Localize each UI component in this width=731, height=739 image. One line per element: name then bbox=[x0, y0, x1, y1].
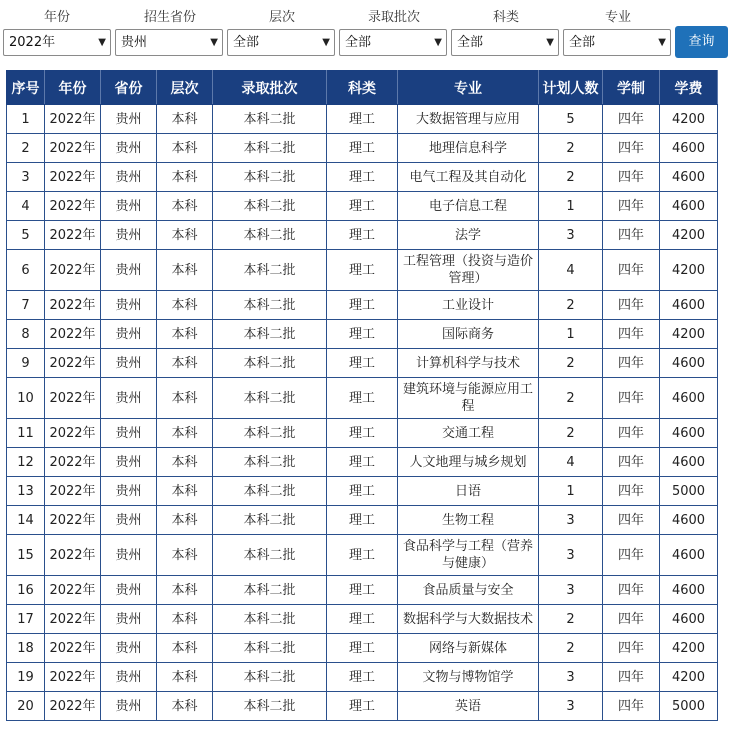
cell-duration: 四年 bbox=[603, 448, 660, 477]
col-header-tuition: 学费 bbox=[660, 71, 718, 105]
cell-province: 贵州 bbox=[101, 692, 157, 721]
table-row bbox=[7, 192, 718, 221]
cell-category: 理工 bbox=[327, 163, 398, 192]
cell-province: 贵州 bbox=[101, 291, 157, 320]
enrollment-plan-table-wrapper bbox=[6, 70, 718, 721]
cell-no: 20 bbox=[7, 692, 45, 721]
cell-major: 食品科学与工程（营养与健康） bbox=[398, 535, 539, 576]
cell-batch: 本科二批 bbox=[213, 576, 327, 605]
query-button[interactable]: 查询 bbox=[675, 26, 728, 58]
cell-level: 本科 bbox=[157, 192, 213, 221]
level-select-value: 全部 bbox=[233, 35, 260, 50]
cell-duration: 四年 bbox=[603, 163, 660, 192]
cell-year: 2022年 bbox=[45, 506, 101, 535]
cell-no: 12 bbox=[7, 448, 45, 477]
table-row bbox=[7, 105, 718, 134]
cell-category: 理工 bbox=[327, 477, 398, 506]
col-header-level: 层次 bbox=[157, 71, 213, 105]
cell-plan-count: 2 bbox=[539, 349, 603, 378]
cell-year: 2022年 bbox=[45, 291, 101, 320]
cell-duration: 四年 bbox=[603, 291, 660, 320]
cell-plan-count: 4 bbox=[539, 448, 603, 477]
col-header-no: 序号 bbox=[7, 71, 45, 105]
cell-no: 16 bbox=[7, 576, 45, 605]
cell-level: 本科 bbox=[157, 692, 213, 721]
cell-plan-count: 3 bbox=[539, 576, 603, 605]
province-filter-label: 招生省份 bbox=[143, 10, 196, 25]
cell-duration: 四年 bbox=[603, 349, 660, 378]
batch-filter-label: 录取批次 bbox=[367, 10, 420, 25]
cell-tuition: 4600 bbox=[660, 535, 718, 576]
cell-major: 人文地理与城乡规划 bbox=[398, 448, 539, 477]
cell-tuition: 4200 bbox=[660, 105, 718, 134]
table-row bbox=[7, 634, 718, 663]
cell-tuition: 5000 bbox=[660, 477, 718, 506]
cell-province: 贵州 bbox=[101, 349, 157, 378]
table-row bbox=[7, 535, 718, 576]
filter-bar bbox=[0, 0, 731, 62]
cell-duration: 四年 bbox=[603, 192, 660, 221]
cell-duration: 四年 bbox=[603, 535, 660, 576]
cell-no: 5 bbox=[7, 221, 45, 250]
table-row bbox=[7, 320, 718, 349]
table-row bbox=[7, 506, 718, 535]
cell-duration: 四年 bbox=[603, 250, 660, 291]
cell-major: 食品质量与安全 bbox=[398, 576, 539, 605]
cell-category: 理工 bbox=[327, 291, 398, 320]
table-row bbox=[7, 448, 718, 477]
cell-level: 本科 bbox=[157, 320, 213, 349]
cell-duration: 四年 bbox=[603, 692, 660, 721]
cell-no: 6 bbox=[7, 250, 45, 291]
cell-year: 2022年 bbox=[45, 378, 101, 419]
cell-category: 理工 bbox=[327, 576, 398, 605]
major-filter-label: 专业 bbox=[604, 10, 631, 25]
cell-no: 1 bbox=[7, 105, 45, 134]
cell-category: 理工 bbox=[327, 221, 398, 250]
cell-major: 电子信息工程 bbox=[398, 192, 539, 221]
chevron-down-icon: ▼ bbox=[322, 37, 330, 48]
cell-tuition: 4600 bbox=[660, 448, 718, 477]
cell-plan-count: 2 bbox=[539, 291, 603, 320]
cell-category: 理工 bbox=[327, 535, 398, 576]
cell-province: 贵州 bbox=[101, 320, 157, 349]
table-row bbox=[7, 134, 718, 163]
cell-tuition: 5000 bbox=[660, 692, 718, 721]
cell-level: 本科 bbox=[157, 378, 213, 419]
cell-batch: 本科二批 bbox=[213, 634, 327, 663]
cell-level: 本科 bbox=[157, 663, 213, 692]
cell-category: 理工 bbox=[327, 320, 398, 349]
cell-batch: 本科二批 bbox=[213, 692, 327, 721]
cell-major: 英语 bbox=[398, 692, 539, 721]
cell-province: 贵州 bbox=[101, 448, 157, 477]
table-row bbox=[7, 378, 718, 419]
cell-level: 本科 bbox=[157, 634, 213, 663]
cell-batch: 本科二批 bbox=[213, 320, 327, 349]
cell-category: 理工 bbox=[327, 134, 398, 163]
table-row bbox=[7, 349, 718, 378]
cell-batch: 本科二批 bbox=[213, 419, 327, 448]
cell-major: 文物与博物馆学 bbox=[398, 663, 539, 692]
cell-province: 贵州 bbox=[101, 419, 157, 448]
col-header-duration: 学制 bbox=[603, 71, 660, 105]
col-header-province: 省份 bbox=[101, 71, 157, 105]
cell-level: 本科 bbox=[157, 221, 213, 250]
cell-tuition: 4600 bbox=[660, 192, 718, 221]
category-select[interactable] bbox=[451, 29, 559, 56]
table-row bbox=[7, 605, 718, 634]
table-body bbox=[7, 105, 718, 721]
cell-level: 本科 bbox=[157, 105, 213, 134]
province-select[interactable] bbox=[115, 29, 223, 56]
cell-no: 18 bbox=[7, 634, 45, 663]
cell-tuition: 4600 bbox=[660, 291, 718, 320]
cell-plan-count: 2 bbox=[539, 163, 603, 192]
table-row bbox=[7, 250, 718, 291]
cell-major: 生物工程 bbox=[398, 506, 539, 535]
cell-province: 贵州 bbox=[101, 192, 157, 221]
cell-duration: 四年 bbox=[603, 506, 660, 535]
cell-category: 理工 bbox=[327, 605, 398, 634]
cell-category: 理工 bbox=[327, 634, 398, 663]
cell-year: 2022年 bbox=[45, 535, 101, 576]
cell-tuition: 4600 bbox=[660, 419, 718, 448]
cell-plan-count: 3 bbox=[539, 535, 603, 576]
table-row bbox=[7, 692, 718, 721]
cell-no: 4 bbox=[7, 192, 45, 221]
cell-category: 理工 bbox=[327, 663, 398, 692]
cell-level: 本科 bbox=[157, 448, 213, 477]
cell-batch: 本科二批 bbox=[213, 506, 327, 535]
cell-duration: 四年 bbox=[603, 221, 660, 250]
cell-year: 2022年 bbox=[45, 576, 101, 605]
cell-province: 贵州 bbox=[101, 663, 157, 692]
cell-duration: 四年 bbox=[603, 320, 660, 349]
cell-major: 法学 bbox=[398, 221, 539, 250]
level-filter-label: 层次 bbox=[268, 10, 295, 25]
chevron-down-icon: ▼ bbox=[546, 37, 554, 48]
col-header-major: 专业 bbox=[398, 71, 539, 105]
major-select-value: 全部 bbox=[569, 35, 596, 50]
cell-category: 理工 bbox=[327, 692, 398, 721]
cell-batch: 本科二批 bbox=[213, 477, 327, 506]
cell-level: 本科 bbox=[157, 419, 213, 448]
cell-province: 贵州 bbox=[101, 634, 157, 663]
cell-major: 工程管理（投资与造价管理） bbox=[398, 250, 539, 291]
cell-batch: 本科二批 bbox=[213, 105, 327, 134]
cell-duration: 四年 bbox=[603, 378, 660, 419]
year-select-value: 2022年 bbox=[9, 35, 56, 50]
cell-tuition: 4200 bbox=[660, 221, 718, 250]
cell-year: 2022年 bbox=[45, 105, 101, 134]
cell-year: 2022年 bbox=[45, 250, 101, 291]
cell-plan-count: 3 bbox=[539, 663, 603, 692]
cell-major: 网络与新媒体 bbox=[398, 634, 539, 663]
cell-batch: 本科二批 bbox=[213, 605, 327, 634]
cell-level: 本科 bbox=[157, 163, 213, 192]
cell-year: 2022年 bbox=[45, 163, 101, 192]
cell-major: 计算机科学与技术 bbox=[398, 349, 539, 378]
level-select[interactable] bbox=[227, 29, 335, 56]
cell-tuition: 4600 bbox=[660, 163, 718, 192]
cell-duration: 四年 bbox=[603, 634, 660, 663]
col-header-plan-count: 计划人数 bbox=[539, 71, 603, 105]
cell-duration: 四年 bbox=[603, 605, 660, 634]
cell-tuition: 4600 bbox=[660, 378, 718, 419]
cell-plan-count: 3 bbox=[539, 221, 603, 250]
cell-duration: 四年 bbox=[603, 105, 660, 134]
cell-tuition: 4200 bbox=[660, 663, 718, 692]
chevron-down-icon: ▼ bbox=[434, 37, 442, 48]
cell-province: 贵州 bbox=[101, 105, 157, 134]
cell-plan-count: 2 bbox=[539, 419, 603, 448]
col-header-category: 科类 bbox=[327, 71, 398, 105]
chevron-down-icon: ▼ bbox=[98, 37, 106, 48]
batch-select-value: 全部 bbox=[345, 35, 372, 50]
cell-category: 理工 bbox=[327, 378, 398, 419]
cell-level: 本科 bbox=[157, 535, 213, 576]
cell-year: 2022年 bbox=[45, 221, 101, 250]
cell-tuition: 4600 bbox=[660, 349, 718, 378]
cell-no: 13 bbox=[7, 477, 45, 506]
cell-batch: 本科二批 bbox=[213, 349, 327, 378]
cell-year: 2022年 bbox=[45, 349, 101, 378]
cell-duration: 四年 bbox=[603, 477, 660, 506]
batch-select[interactable] bbox=[339, 29, 447, 56]
cell-plan-count: 5 bbox=[539, 105, 603, 134]
table-row bbox=[7, 221, 718, 250]
cell-major: 数据科学与大数据技术 bbox=[398, 605, 539, 634]
cell-major: 日语 bbox=[398, 477, 539, 506]
cell-province: 贵州 bbox=[101, 576, 157, 605]
table-row bbox=[7, 477, 718, 506]
category-filter-label: 科类 bbox=[492, 10, 519, 25]
cell-plan-count: 2 bbox=[539, 634, 603, 663]
cell-level: 本科 bbox=[157, 477, 213, 506]
cell-tuition: 4200 bbox=[660, 250, 718, 291]
chevron-down-icon: ▼ bbox=[658, 37, 666, 48]
cell-major: 地理信息科学 bbox=[398, 134, 539, 163]
cell-major: 国际商务 bbox=[398, 320, 539, 349]
cell-province: 贵州 bbox=[101, 477, 157, 506]
table-row bbox=[7, 291, 718, 320]
cell-level: 本科 bbox=[157, 134, 213, 163]
cell-no: 3 bbox=[7, 163, 45, 192]
cell-level: 本科 bbox=[157, 349, 213, 378]
cell-level: 本科 bbox=[157, 291, 213, 320]
cell-plan-count: 3 bbox=[539, 506, 603, 535]
cell-plan-count: 2 bbox=[539, 134, 603, 163]
cell-major: 工业设计 bbox=[398, 291, 539, 320]
cell-plan-count: 2 bbox=[539, 605, 603, 634]
cell-major: 交通工程 bbox=[398, 419, 539, 448]
cell-no: 9 bbox=[7, 349, 45, 378]
cell-province: 贵州 bbox=[101, 134, 157, 163]
category-select-value: 全部 bbox=[457, 35, 484, 50]
cell-level: 本科 bbox=[157, 506, 213, 535]
cell-year: 2022年 bbox=[45, 692, 101, 721]
cell-province: 贵州 bbox=[101, 250, 157, 291]
cell-province: 贵州 bbox=[101, 221, 157, 250]
cell-batch: 本科二批 bbox=[213, 663, 327, 692]
cell-level: 本科 bbox=[157, 605, 213, 634]
cell-duration: 四年 bbox=[603, 576, 660, 605]
cell-no: 15 bbox=[7, 535, 45, 576]
cell-plan-count: 4 bbox=[539, 250, 603, 291]
cell-tuition: 4200 bbox=[660, 320, 718, 349]
cell-batch: 本科二批 bbox=[213, 192, 327, 221]
cell-batch: 本科二批 bbox=[213, 291, 327, 320]
cell-batch: 本科二批 bbox=[213, 163, 327, 192]
cell-no: 2 bbox=[7, 134, 45, 163]
cell-province: 贵州 bbox=[101, 378, 157, 419]
cell-batch: 本科二批 bbox=[213, 221, 327, 250]
cell-duration: 四年 bbox=[603, 134, 660, 163]
cell-no: 11 bbox=[7, 419, 45, 448]
year-filter-label: 年份 bbox=[43, 10, 70, 25]
cell-major: 电气工程及其自动化 bbox=[398, 163, 539, 192]
col-header-batch: 录取批次 bbox=[213, 71, 327, 105]
table-row bbox=[7, 163, 718, 192]
cell-province: 贵州 bbox=[101, 163, 157, 192]
cell-year: 2022年 bbox=[45, 605, 101, 634]
cell-plan-count: 1 bbox=[539, 192, 603, 221]
cell-level: 本科 bbox=[157, 250, 213, 291]
cell-plan-count: 2 bbox=[539, 378, 603, 419]
cell-year: 2022年 bbox=[45, 134, 101, 163]
cell-duration: 四年 bbox=[603, 663, 660, 692]
cell-year: 2022年 bbox=[45, 663, 101, 692]
cell-batch: 本科二批 bbox=[213, 250, 327, 291]
major-select[interactable] bbox=[563, 29, 671, 56]
cell-plan-count: 1 bbox=[539, 477, 603, 506]
cell-tuition: 4200 bbox=[660, 634, 718, 663]
cell-category: 理工 bbox=[327, 506, 398, 535]
cell-no: 7 bbox=[7, 291, 45, 320]
cell-batch: 本科二批 bbox=[213, 535, 327, 576]
table-header-row bbox=[7, 71, 718, 105]
cell-tuition: 4600 bbox=[660, 506, 718, 535]
table-row bbox=[7, 576, 718, 605]
cell-plan-count: 1 bbox=[539, 320, 603, 349]
cell-year: 2022年 bbox=[45, 634, 101, 663]
year-select[interactable] bbox=[3, 29, 111, 56]
cell-tuition: 4600 bbox=[660, 576, 718, 605]
cell-tuition: 4600 bbox=[660, 134, 718, 163]
cell-no: 17 bbox=[7, 605, 45, 634]
table-row bbox=[7, 419, 718, 448]
cell-year: 2022年 bbox=[45, 477, 101, 506]
cell-category: 理工 bbox=[327, 349, 398, 378]
cell-plan-count: 3 bbox=[539, 692, 603, 721]
chevron-down-icon: ▼ bbox=[210, 37, 218, 48]
cell-major: 大数据管理与应用 bbox=[398, 105, 539, 134]
cell-year: 2022年 bbox=[45, 419, 101, 448]
table-row bbox=[7, 663, 718, 692]
cell-province: 贵州 bbox=[101, 605, 157, 634]
province-select-value: 贵州 bbox=[121, 35, 148, 50]
cell-category: 理工 bbox=[327, 250, 398, 291]
cell-duration: 四年 bbox=[603, 419, 660, 448]
cell-no: 14 bbox=[7, 506, 45, 535]
cell-category: 理工 bbox=[327, 105, 398, 134]
cell-province: 贵州 bbox=[101, 506, 157, 535]
cell-year: 2022年 bbox=[45, 320, 101, 349]
cell-no: 10 bbox=[7, 378, 45, 419]
cell-category: 理工 bbox=[327, 419, 398, 448]
cell-year: 2022年 bbox=[45, 448, 101, 477]
cell-batch: 本科二批 bbox=[213, 134, 327, 163]
cell-major: 建筑环境与能源应用工程 bbox=[398, 378, 539, 419]
cell-year: 2022年 bbox=[45, 192, 101, 221]
cell-tuition: 4600 bbox=[660, 605, 718, 634]
cell-category: 理工 bbox=[327, 448, 398, 477]
cell-level: 本科 bbox=[157, 576, 213, 605]
cell-category: 理工 bbox=[327, 192, 398, 221]
col-header-year: 年份 bbox=[45, 71, 101, 105]
cell-batch: 本科二批 bbox=[213, 448, 327, 477]
cell-batch: 本科二批 bbox=[213, 378, 327, 419]
cell-no: 8 bbox=[7, 320, 45, 349]
cell-no: 19 bbox=[7, 663, 45, 692]
cell-province: 贵州 bbox=[101, 535, 157, 576]
enrollment-plan-table bbox=[6, 70, 718, 721]
